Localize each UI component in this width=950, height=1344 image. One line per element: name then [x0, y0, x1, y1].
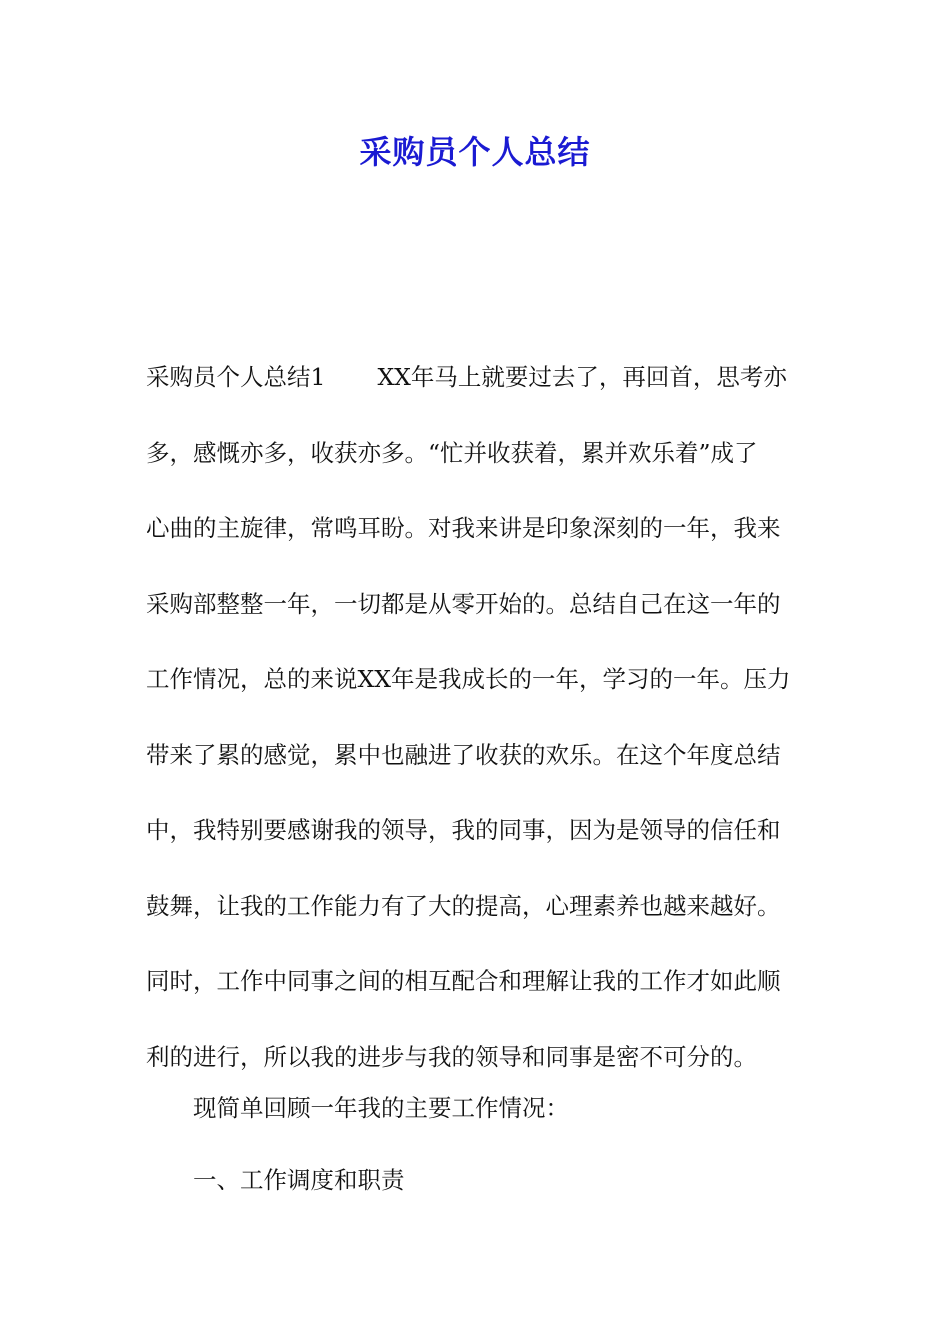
paragraph-line: 利的进行，所以我的进步与我的领导和同事是密不可分的。 — [146, 1042, 757, 1071]
paragraph-line-text: XX年马上就要过去了，再回首，思考亦 — [377, 363, 787, 391]
paragraph-line: 带来了累的感觉，累中也融进了收获的欢乐。在这个年度总结 — [146, 740, 781, 769]
paragraph-line: 工作情况，总的来说XX年是我成长的一年，学习的一年。压力 — [146, 665, 791, 693]
paragraph-line: 中，我特别要感谢我的领导，我的同事，因为是领导的信任和 — [146, 816, 781, 844]
body-paragraph-1 — [146, 340, 806, 1095]
paragraph-line: 采购部整整一年，一切都是从零开始的。总结自己在这一年的 — [146, 589, 781, 618]
paragraph-line: 多，感慨亦多，收获亦多。“忙并收获着，累并欢乐着”成了 — [146, 438, 758, 467]
paragraph-line — [146, 340, 806, 416]
paragraph-line: 心曲的主旋律，常鸣耳盼。对我来讲是印象深刻的一年，我来 — [146, 514, 781, 542]
section-heading-1: 一、工作调度和职责 — [193, 1166, 405, 1194]
body-paragraph-2: 现简单回顾一年我的主要工作情况： — [193, 1094, 569, 1122]
intro-heading: 采购员个人总结1 — [146, 363, 326, 391]
paragraph-line: 鼓舞，让我的工作能力有了大的提高，心理素养也越来越好。 — [146, 891, 781, 920]
document-title: 采购员个人总结 — [359, 133, 591, 171]
paragraph-line: 同时，工作中同事之间的相互配合和理解让我的工作才如此顺 — [146, 967, 781, 995]
